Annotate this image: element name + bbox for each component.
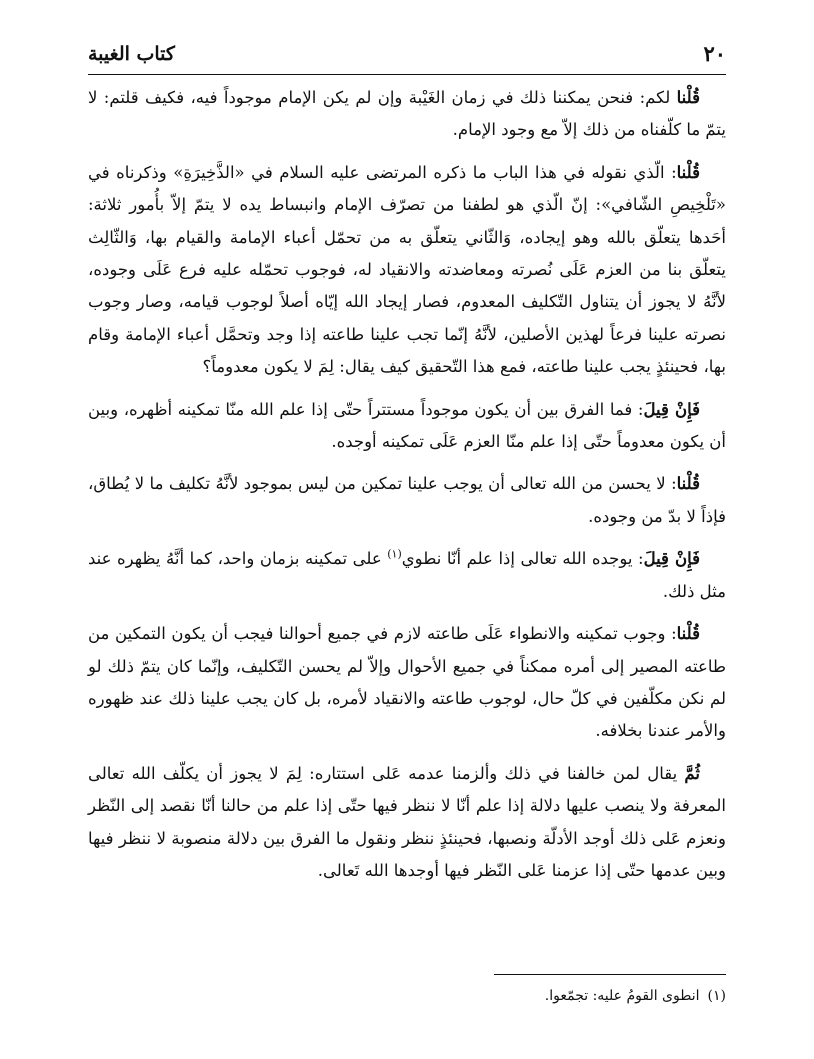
footnote-rule [494, 974, 726, 975]
paragraph-text: : وجوب تمكينه والانطواء عَلَى طاعته لازم في جميع أحوالنا فيجب أن يكون التمكين من طاعته المصير إلى أمره ممكناً في جميع الأحوال وإلاّ لم يحسن التّكليف، وإنّما كان يتمّ ذلك لو لم نكن مكلّفين في كلّ حال، لوجوب طاعته والانقياد لأمره، بل كان يجب علينا ذلك عند ظهوره والأمر عندنا بخلافه. [88, 624, 726, 741]
paragraph-1 [88, 82, 726, 147]
footnote-text: انطوى القومُ عليه: تجمّعوا. [544, 988, 700, 1004]
paragraph-text: لكم: فنحن يمكننا ذلك في زمان الغَيْبة وإن لم يكن الإمام موجوداً فيه، فكيف قلتم: لا يتمّ ما كلّفناه من ذلك إلاّ مع وجود الإمام. [88, 88, 726, 140]
header-rule [88, 74, 726, 75]
footnote-number: (١) [707, 988, 726, 1004]
paragraph-3 [88, 394, 726, 459]
paragraph-text: يقال لمن خالفنا في ذلك وألزمنا عدمه عَلى استتاره: لِمَ لا يجوز أن يكلّف الله تعالى المعرفة ولا ينصب عليها دلالة إذا علم أنّا لا ننظر فيها حتّى إذا علم من حالنا أنّا نقصد إلى النّظر ونعزم عَلى ذلك أوجد الأدلّة ونصبها، فحينئذٍ ننظر ونقول ما الفرق بين دلالة منصوبة لا ننظر فيها وبين عدمها حتّى إذا عزمنا عَلى النّظر فيها أوجدها الله تَعالى. [88, 763, 726, 880]
paragraph-text: : يوجده الله تعالى إذا علم أنّا نطوي [401, 549, 644, 569]
paragraph-lead: قُلْنا [676, 162, 700, 182]
paragraph-5 [88, 543, 726, 608]
paragraph-6 [88, 618, 726, 748]
paragraph-lead: قُلْنا [676, 88, 700, 107]
paragraph-text: : فما الفرق بين أن يكون موجوداً مستتراً حتّى إذا علم الله منّا تمكينه أظهره، وبين أن يكون معدوماً حتّى إذا علم منّا العزم عَلَى تمكينه أوجده. [88, 399, 726, 452]
paragraph-7 [88, 758, 726, 888]
paragraph-4 [88, 468, 726, 533]
paragraph-lead: ثُمَّ [684, 763, 700, 783]
page-number: ٢٠ [703, 41, 726, 66]
book-title: كتاب الغيبة [88, 43, 175, 65]
paragraph-text: : لا يحسن من الله تعالى أن يوجب علينا تمكين من ليس بموجود لأنَّهُ تكليف ما لا يُطاق، فإذاً لا بدّ من وجوده. [88, 474, 726, 526]
footnote-ref: (١) [387, 547, 402, 561]
body-text [88, 82, 726, 897]
paragraph-lead: قُلْنا [676, 474, 700, 494]
paragraph-lead: قُلْنا [676, 624, 700, 644]
running-header [88, 40, 726, 70]
paragraph-2 [88, 157, 726, 384]
footnote [88, 984, 726, 1008]
paragraph-text: : الّذي نقوله في هذا الباب ما ذكره المرتضى عليه السلام في «الذَّخِيرَةِ» وذكرناه في «تَلْخِيصِ الشّافي»: إنّ الّذي هو لطفنا من تصرّف الإمام وانبساط يده لا يتمّ إلاّ بأُمور ثلاثة: أحَدها يتعلّق بالله وهو إيجاده، وَالثّاني يتعلّق به من تحمّل أعباء الإمامة والقيام بها، وَالثّالِث يتعلّق بنا من العزم عَلَى نُصرته ومعاضدته والانقياد له، فوجوب تحمّله عليه فرع عَلَى وجوده، لأنَّهُ لا يجوز أن يتناول التّكليف المعدوم، فصار إيجاد الله إيّاه أصلاً لوجوب قيامه، وصار وجوب نصرته علينا فرعاً لهذين الأصلين، لأنَّهُ إنّما تجب علينا طاعته إذا وجد وتحمَّل أعباء الإمامة وقام بها، فحينئذٍ يجب علينا طاعته، فمع هذا التّحقيق كيف يقال: لِمَ لا يكون معدوماً؟ [88, 162, 726, 377]
paragraph-lead: فَإِنْ قِيلَ [643, 549, 701, 569]
paragraph-text: على تمكينه بزمان واحد، كما أنَّهُ يظهره عند مثل ذلك. [88, 549, 726, 601]
paragraph-lead: فَإِنْ قِيلَ [643, 399, 701, 419]
